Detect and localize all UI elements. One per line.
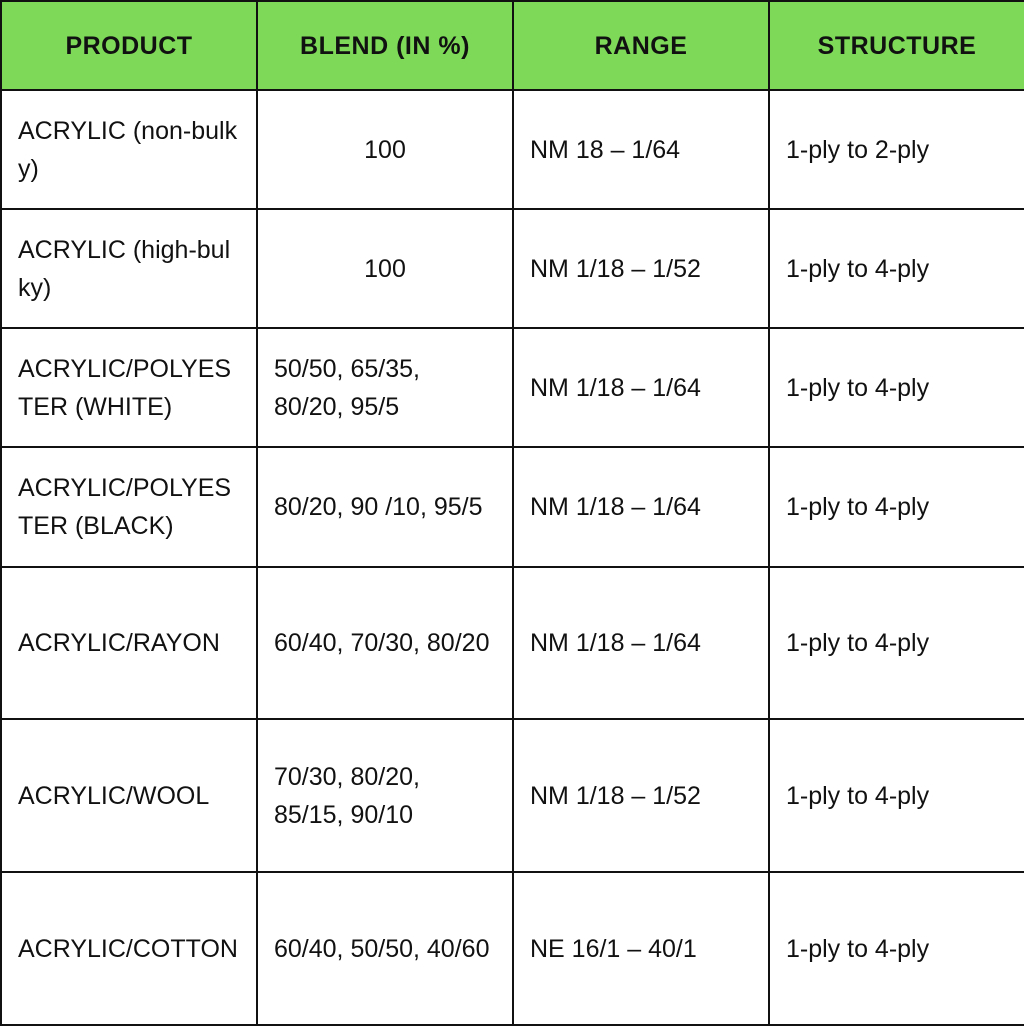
- cell-blend: 50/50, 65/35, 80/20, 95/5: [257, 328, 513, 447]
- cell-product: ACRYLIC/POLYESTER (WHITE): [1, 328, 257, 447]
- cell-product: ACRYLIC (high-bulky): [1, 209, 257, 328]
- header-structure: STRUCTURE: [769, 1, 1024, 90]
- table-row: [1, 90, 1024, 209]
- cell-structure: 1-ply to 4-ply: [769, 872, 1024, 1025]
- header-blend: BLEND (IN %): [257, 1, 513, 90]
- cell-product: ACRYLIC (non-bulky): [1, 90, 257, 209]
- table-row: [1, 567, 1024, 719]
- table-row: [1, 719, 1024, 872]
- cell-range: NM 18 – 1/64: [513, 90, 769, 209]
- cell-structure: 1-ply to 4-ply: [769, 447, 1024, 567]
- cell-product: ACRYLIC/POLYESTER (BLACK): [1, 447, 257, 567]
- header-range: RANGE: [513, 1, 769, 90]
- cell-product: ACRYLIC/RAYON: [1, 567, 257, 719]
- cell-product: ACRYLIC/WOOL: [1, 719, 257, 872]
- cell-structure: 1-ply to 4-ply: [769, 328, 1024, 447]
- cell-range: NM 1/18 – 1/64: [513, 567, 769, 719]
- cell-structure: 1-ply to 2-ply: [769, 90, 1024, 209]
- cell-blend: 80/20, 90 /10, 95/5: [257, 447, 513, 567]
- table-row: [1, 209, 1024, 328]
- table-row: [1, 447, 1024, 567]
- cell-range: NE 16/1 – 40/1: [513, 872, 769, 1025]
- cell-range: NM 1/18 – 1/64: [513, 328, 769, 447]
- table-row: [1, 328, 1024, 447]
- cell-structure: 1-ply to 4-ply: [769, 209, 1024, 328]
- cell-blend: 100: [257, 209, 513, 328]
- cell-blend: 100: [257, 90, 513, 209]
- cell-blend: 60/40, 70/30, 80/20: [257, 567, 513, 719]
- cell-structure: 1-ply to 4-ply: [769, 567, 1024, 719]
- table-row: [1, 872, 1024, 1025]
- table-header-row: [1, 1, 1024, 90]
- cell-product: ACRYLIC/COTTON: [1, 872, 257, 1025]
- cell-blend: 70/30, 80/20, 85/15, 90/10: [257, 719, 513, 872]
- cell-range: NM 1/18 – 1/52: [513, 719, 769, 872]
- cell-range: NM 1/18 – 1/52: [513, 209, 769, 328]
- cell-blend: 60/40, 50/50, 40/60: [257, 872, 513, 1025]
- cell-range: NM 1/18 – 1/64: [513, 447, 769, 567]
- header-product: PRODUCT: [1, 1, 257, 90]
- cell-structure: 1-ply to 4-ply: [769, 719, 1024, 872]
